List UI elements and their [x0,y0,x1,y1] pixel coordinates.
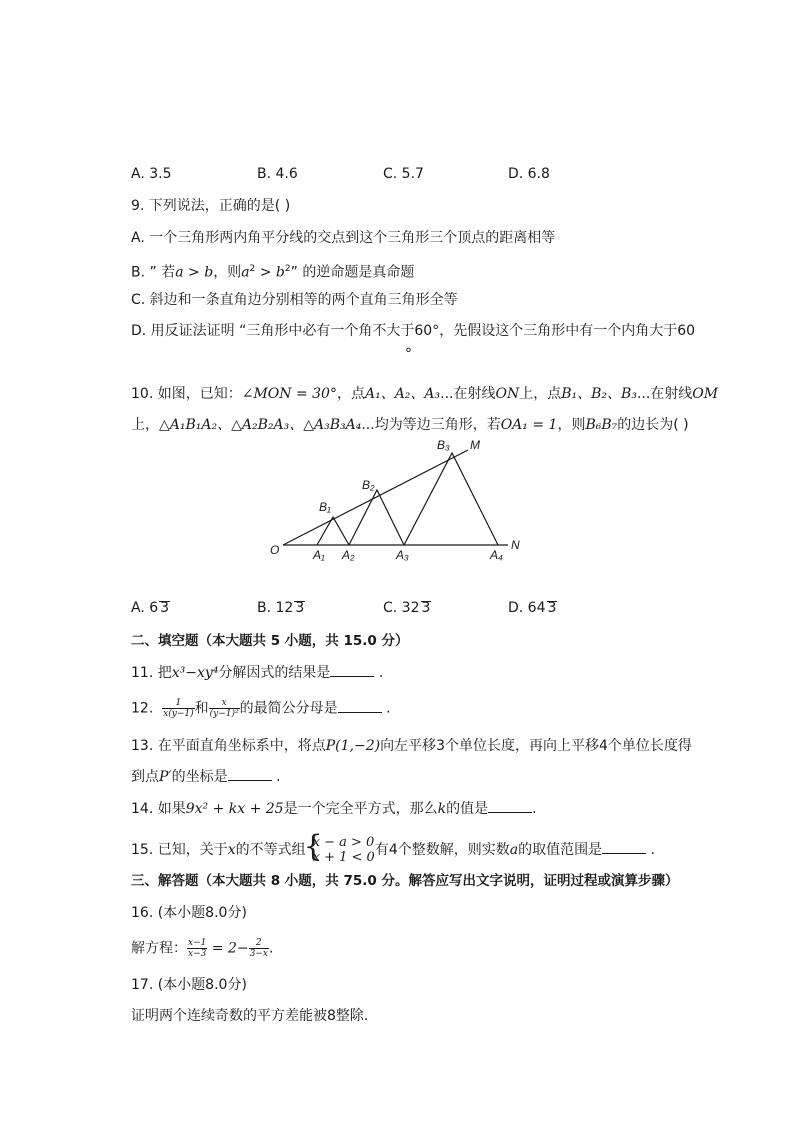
label-b1: B₁ [319,500,331,514]
section-2-heading: 二、填空题（本大题共 5 小题，共 15.0 分） [131,633,409,649]
q10-option-a: A. 6 3 [131,600,170,616]
label-b2: B₂ [362,478,375,492]
label-a2: A₂ [342,548,355,562]
section-3-heading: 三、解答题（本大题共 8 小题，共 75.0 分。解答应写出文字说明，证明过程或演算步骤） [131,873,679,889]
q9-option-d-cont: ° [405,346,412,362]
q11: 11. 把x³−xy⁴分解因式的结果是 . [131,665,384,681]
q8-option-c: C. 5.7 [383,166,424,182]
q16-equation: 解方程： $\frac{x-1}{x-3}$ = 2− $\frac{2}{3-x}$ . [131,938,274,959]
triangle-figure [262,432,534,567]
q17-heading: 17. (本小题8.0分) [131,977,247,993]
q10-stem-line2: 上，△A₁B₁A₂、△A₂B₂A₃、△A₃B₃A₄...均为等边三角形，若OA₁ = 1，则B₆B₇的边长为( ) [131,417,689,433]
label-a4: A₄ [490,548,503,562]
q12: 12. $\frac{1}{x(y-1)}$ 和 $\frac{x}{\text{(y−1)²}}$ 的最简公分母是 . [131,698,391,719]
q14: 14. 如果9x² + kx + 25是一个完全平方式，那么k的值是 . [131,801,537,817]
q9-option-d: D. 用反证法证明 “三角形中必有一个角不大于60°，先假设这个三角形中有一个内角大于60 [131,323,696,339]
triangle-3 [404,453,498,545]
q17-body: 证明两个连续奇数的平方差能被8整除. [131,1008,369,1024]
q10-option-d: D. 64 3 [508,600,557,616]
q10-option-c: C. 32 3 [383,600,431,616]
label-b3: B₃ [437,438,450,452]
q15-answer-blank [602,840,646,854]
q12-answer-blank [338,699,382,713]
label-a1: A₁ [313,548,325,562]
q8-option-b: B. 4.6 [257,166,298,182]
q10-stem-line1: 10. 如图，已知：∠MON = 30°，点A₁、A₂、A₃...在射线ON上，点B₁、B₂、B₃...在射线OM [131,386,719,402]
q9-stem: 9. 下列说法，正确的是( ) [131,198,291,214]
q16-heading: 16. (本小题8.0分) [131,905,247,921]
q13-line1: 13. 在平面直角坐标系中，将点P(1,−2)向左平移3个单位长度，再向上平移4个单位长度得 [131,738,692,754]
q13-answer-blank [228,767,272,781]
q11-answer-blank [330,663,374,677]
q9-option-c: C. 斜边和一条直角边分别相等的两个直角三角形全等 [131,292,458,308]
triangle-2 [349,490,404,545]
ray-om [283,450,468,545]
triangle-1 [317,517,349,545]
q15: 15. 已知，关于x的不等式组 { x − a > 0 x + 1 < 0 有4个整数解，则实数a的取值范围是 . [131,829,656,865]
q13-line2: 到点P′的坐标是 . [131,769,281,785]
q8-option-d: D. 6.8 [508,166,550,182]
q14-answer-blank [488,799,532,813]
label-a3: A₃ [396,548,409,562]
label-n: N [511,538,520,552]
q10-option-b: B. 12 3 [257,600,305,616]
q8-option-a: A. 3.5 [131,166,172,182]
q9-option-a: A. 一个三角形两内角平分线的交点到这个三角形三个顶点的距离相等 [131,230,556,246]
q9-option-b: B. ” 若a > b，则$a^2 > b^2$” 的逆命题是真命题 [131,264,415,281]
label-o: O [270,543,280,557]
label-m: M [470,438,480,452]
